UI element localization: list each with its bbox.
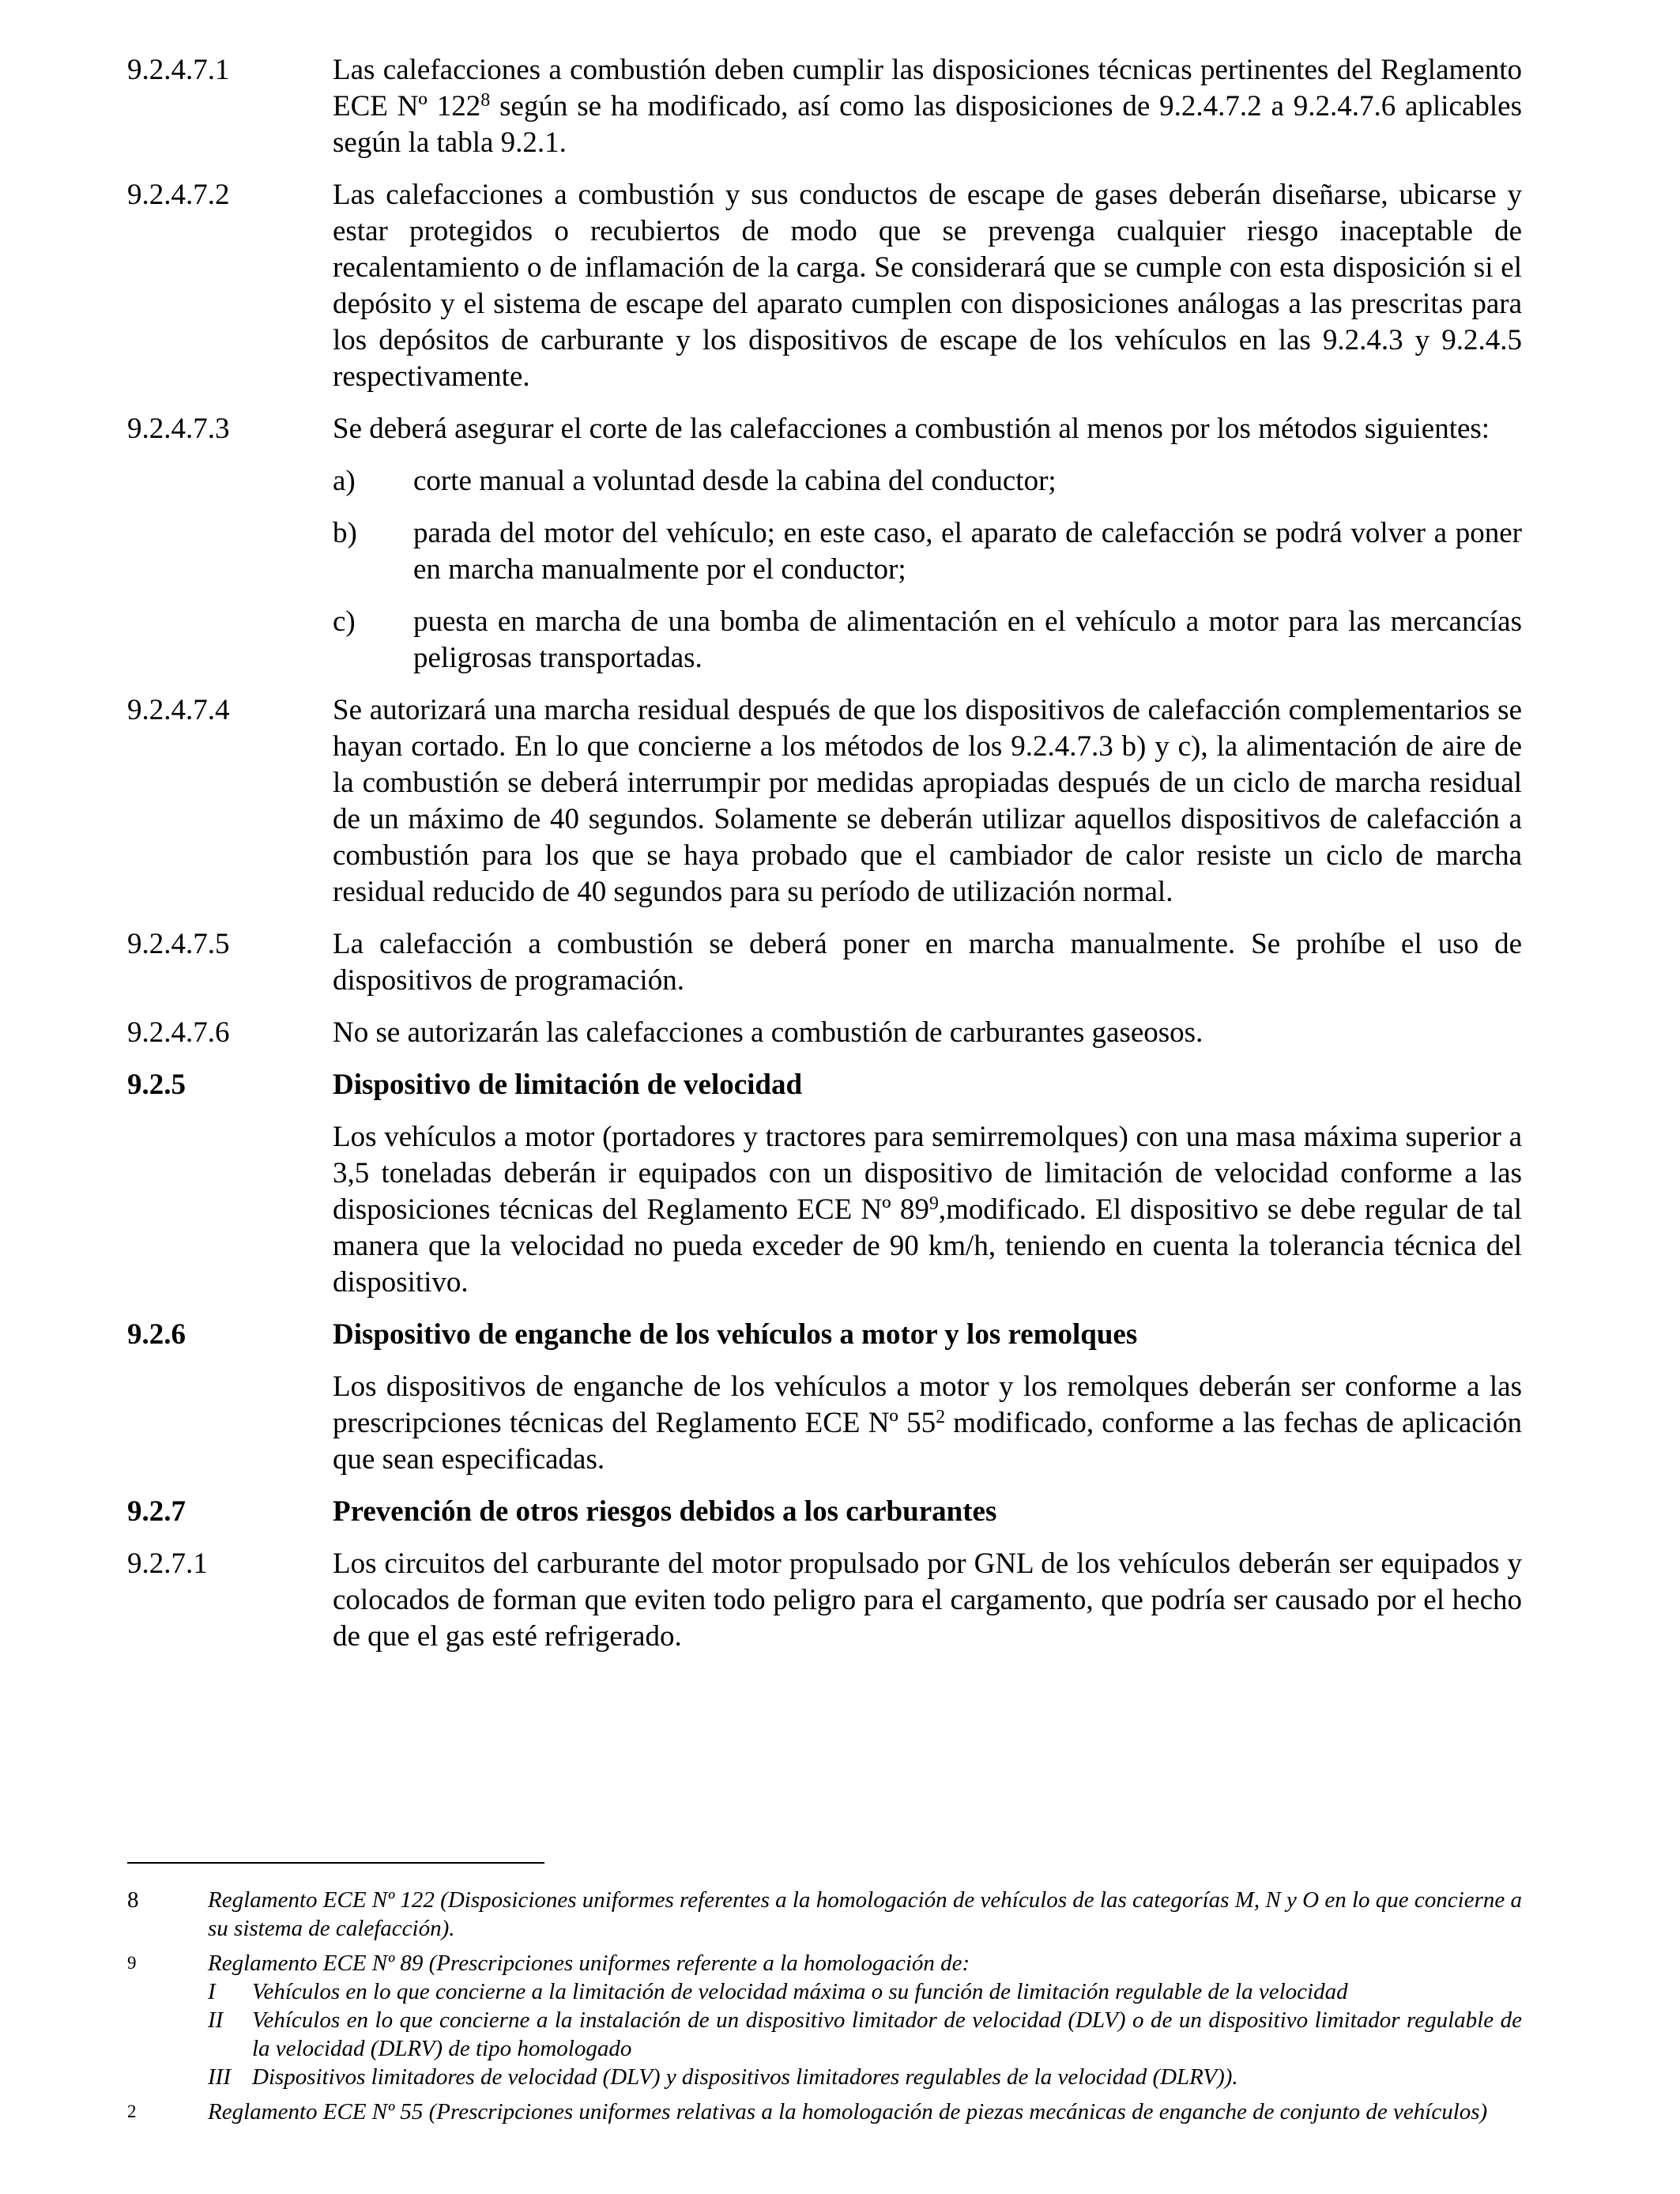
paragraph-number: 9.2.4.7.1 <box>127 54 230 86</box>
footnote-number: 8 <box>127 1887 139 1913</box>
paragraph-9-2-4-7-3 <box>127 411 1522 447</box>
roman-numeral: III <box>208 2064 231 2090</box>
section-title: Prevención de otros riesgos debidos a los carburantes <box>333 1495 997 1528</box>
footnote-separator <box>127 1862 544 1864</box>
paragraph-number: 9.2.4.7.3 <box>127 413 230 445</box>
list-item-text: corte manual a voluntad desde la cabina del conductor; <box>413 465 1057 497</box>
footnote-item-text: Vehículos en lo que concierne a la limitación de velocidad máxima o su función de limitación regulable de la velocidad <box>252 1979 1348 2004</box>
paragraph-text: Se autorizará una marcha residual después de que los dispositivos de calefacción complementarios se hayan cortado. En lo que concierne a los métodos de los 9.2.4.7.3 b) y c), la alimentación de aire de la combustión se deberá interrumpir por medidas apropiadas después de un ciclo de marcha residual de un máximo de 40 segundos. Solamente se deberán utilizar aquellos dispositivos de calefacción a combustión para los que se haya probado que el cambiador de calor resiste un ciclo de marcha residual reducido de 40 segundos para su período de utilización normal. <box>333 694 1522 908</box>
paragraph-text: No se autorizarán las calefacciones a combustión de carburantes gaseosos. <box>333 1016 1203 1049</box>
footnote-item <box>208 2063 1522 2091</box>
footnote-text: Reglamento ECE Nº 122 (Disposiciones uniformes referentes a la homologación de vehículos de las categorías M, N y O en lo que concierne a su sistema de calefacción). <box>208 1887 1522 1941</box>
list-item-letter: a) <box>333 465 356 497</box>
main-text <box>127 52 1522 1671</box>
section-title: Dispositivo de enganche de los vehículos a motor y los remolques <box>333 1318 1138 1351</box>
paragraph-9-2-7-1 <box>127 1546 1522 1655</box>
footnote-item-text: Vehículos en lo que concierne a la instalación de un dispositivo limitador de velocidad (DLV) o de un dispositivo limitador regulable de la velocidad (DLRV) de tipo homologado <box>252 2007 1522 2061</box>
footnote-number: 9 <box>127 1953 137 1973</box>
list-item-c <box>333 604 1522 677</box>
footnote-intro: Reglamento ECE Nº 89 (Prescripciones uniformes referente a la homologación de: <box>208 1951 970 1976</box>
paragraph-9-2-4-7-5 <box>127 926 1522 999</box>
section-heading-9-2-6 <box>127 1317 1522 1353</box>
section-body-9-2-6 <box>333 1369 1522 1478</box>
section-heading-9-2-5 <box>127 1067 1522 1103</box>
list-item-text: parada del motor del vehículo; en este caso, el aparato de calefacción se podrá volver a poner en marcha manualmente por el conductor; <box>413 517 1522 586</box>
footnote-number: 2 <box>127 2102 137 2121</box>
paragraph-9-2-4-7-1 <box>127 52 1522 161</box>
paragraph-number: 9.2.4.7.4 <box>127 694 230 726</box>
paragraph-number: 9.2.4.7.5 <box>127 928 230 960</box>
paragraph-text: Las calefacciones a combustión y sus conductos de escape de gases deberán diseñarse, ubicarse y estar protegidos o recubiertos de modo que se prevenga cualquier riesgo inaceptable de recalentamiento o de inflamación de la carga. Se considerará que se cumple con esta disposición si el depósito y el sistema de escape del aparato cumplen con disposiciones análogas a las prescritas para los depósitos de carburante y los dispositivos de escape de los vehículos en las 9.2.4.3 y 9.2.4.5 respectivamente. <box>333 179 1522 393</box>
footnote-item <box>208 2006 1522 2063</box>
footnote-item <box>208 1977 1522 2006</box>
footnote-2 <box>127 2098 1522 2126</box>
text-segment: ,modificado. El dispositivo se debe regular de tal manera que la velocidad no pueda exceder de 90 km/h, teniendo en cuenta la tolerancia técnica del dispositivo. <box>333 1193 1523 1299</box>
footnote-text: Reglamento ECE Nº 55 (Prescripciones uniformes relativas a la homologación de piezas mecánicas de enganche de conjunto de vehículos) <box>208 2099 1488 2124</box>
roman-numeral: I <box>208 1979 216 2004</box>
footnote-ref-2[interactable]: 2 <box>936 1407 946 1427</box>
footnotes <box>127 1886 1522 2132</box>
paragraph-9-2-4-7-6 <box>127 1015 1522 1051</box>
text-segment: según se ha modificado, así como las disposiciones de 9.2.4.7.2 a 9.2.4.7.6 aplicables según la tabla 9.2.1. <box>333 90 1522 159</box>
footnote-ref-8[interactable]: 8 <box>480 90 491 111</box>
section-number: 9.2.6 <box>127 1318 186 1351</box>
footnote-ref-9[interactable]: 9 <box>929 1193 939 1214</box>
footnote-item-text: Dispositivos limitadores de velocidad (DLV) y dispositivos limitadores regulables de la velocidad (DLRV)). <box>252 2064 1238 2090</box>
paragraph-text: Se deberá asegurar el corte de las calefacciones a combustión al menos por los métodos siguientes: <box>333 413 1490 445</box>
paragraph-number: 9.2.4.7.6 <box>127 1016 230 1049</box>
paragraph-text: La calefacción a combustión se deberá poner en marcha manualmente. Se prohíbe el uso de dispositivos de programación. <box>333 928 1522 997</box>
list-item-text: puesta en marcha de una bomba de alimentación en el vehículo a motor para las mercancías peligrosas transportadas. <box>413 605 1522 674</box>
paragraph-number: 9.2.4.7.2 <box>127 179 230 211</box>
roman-numeral: II <box>208 2007 224 2033</box>
section-number: 9.2.5 <box>127 1069 186 1101</box>
section-body-9-2-5 <box>333 1119 1522 1301</box>
paragraph-text: Los circuitos del carburante del motor propulsado por GNL de los vehículos deberán ser equipados y colocados de forman que eviten todo peligro para el cargamento, que podría ser causado por el hecho de que el gas esté refrigerado. <box>333 1547 1522 1653</box>
list-item-b <box>333 515 1522 588</box>
list-item-letter: c) <box>333 605 356 638</box>
footnote-text <box>208 1949 1522 2091</box>
text-segment: Los vehículos a motor (portadores y tractores para semirremolques) con una masa máxima superior a 3,5 toneladas deberán ir equipados con un dispositivo de limitación de velocidad conforme a las disposiciones técnicas del Reglamento ECE Nº 89 <box>333 1121 1522 1226</box>
list-item-a <box>333 463 1522 499</box>
section-number: 9.2.7 <box>127 1495 186 1528</box>
text-segment: Las calefacciones a combustión deben cumplir las disposiciones técnicas pertinentes del Reglamento ECE Nº 122 <box>333 54 1522 123</box>
paragraph-number: 9.2.7.1 <box>127 1547 208 1580</box>
text-segment: Los dispositivos de enganche de los vehículos a motor y los remolques deberán ser conforme a las prescripciones técnicas del Reglamento ECE Nº 55 <box>333 1370 1522 1439</box>
section-heading-9-2-7 <box>127 1494 1522 1530</box>
paragraph-9-2-4-7-4 <box>127 692 1522 910</box>
footnote-8 <box>127 1886 1522 1943</box>
text-segment: modificado, conforme a las fechas de aplicación que sean especificadas. <box>333 1407 1522 1476</box>
list-item-letter: b) <box>333 517 357 549</box>
paragraph-text <box>333 52 1522 161</box>
section-title: Dispositivo de limitación de velocidad <box>333 1069 803 1101</box>
footnote-9 <box>127 1949 1522 2091</box>
paragraph-9-2-4-7-2 <box>127 177 1522 395</box>
